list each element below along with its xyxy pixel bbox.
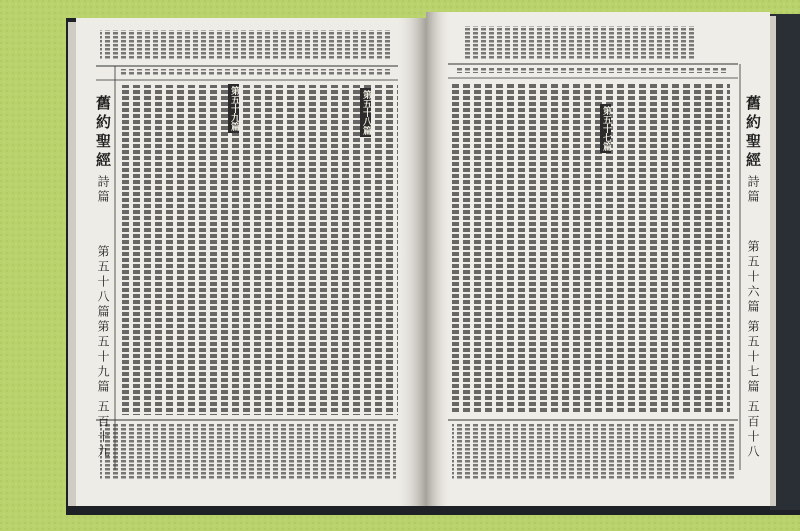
left-section-title: 詩篇 <box>96 175 110 205</box>
left-book-title: 舊約聖經 <box>94 95 112 171</box>
right-top-commentary <box>462 26 694 60</box>
right-chapter-label-2: 第五十七篇 <box>746 320 760 395</box>
left-verse-markers <box>120 69 390 75</box>
right-section-title: 詩篇 <box>746 175 760 205</box>
left-main-text <box>120 85 398 415</box>
left-bottom-notes <box>100 424 396 479</box>
right-page-number: 五百十八 <box>746 400 760 460</box>
right-chapter-label-1: 第五十六篇 <box>746 240 760 315</box>
heading-box-ps58: 第五十八篇 <box>361 90 371 135</box>
gutter-shadow-left <box>396 18 426 506</box>
right-verse-markers <box>456 67 726 73</box>
left-chapter-label-1: 第五十八篇 <box>96 245 110 320</box>
heading-box-ps59: 第五十九篇 <box>229 86 239 131</box>
left-chapter-label-2: 第五十九篇 <box>96 320 110 395</box>
right-bottom-notes <box>452 424 736 479</box>
left-top-commentary <box>100 30 390 60</box>
heading-box-ps57: 第五十七篇 <box>601 106 611 151</box>
right-book-title: 舊約聖經 <box>744 95 762 171</box>
left-page-number: 五百十九 <box>96 400 110 460</box>
right-main-text <box>450 84 730 414</box>
gutter-shadow-right <box>426 12 452 506</box>
